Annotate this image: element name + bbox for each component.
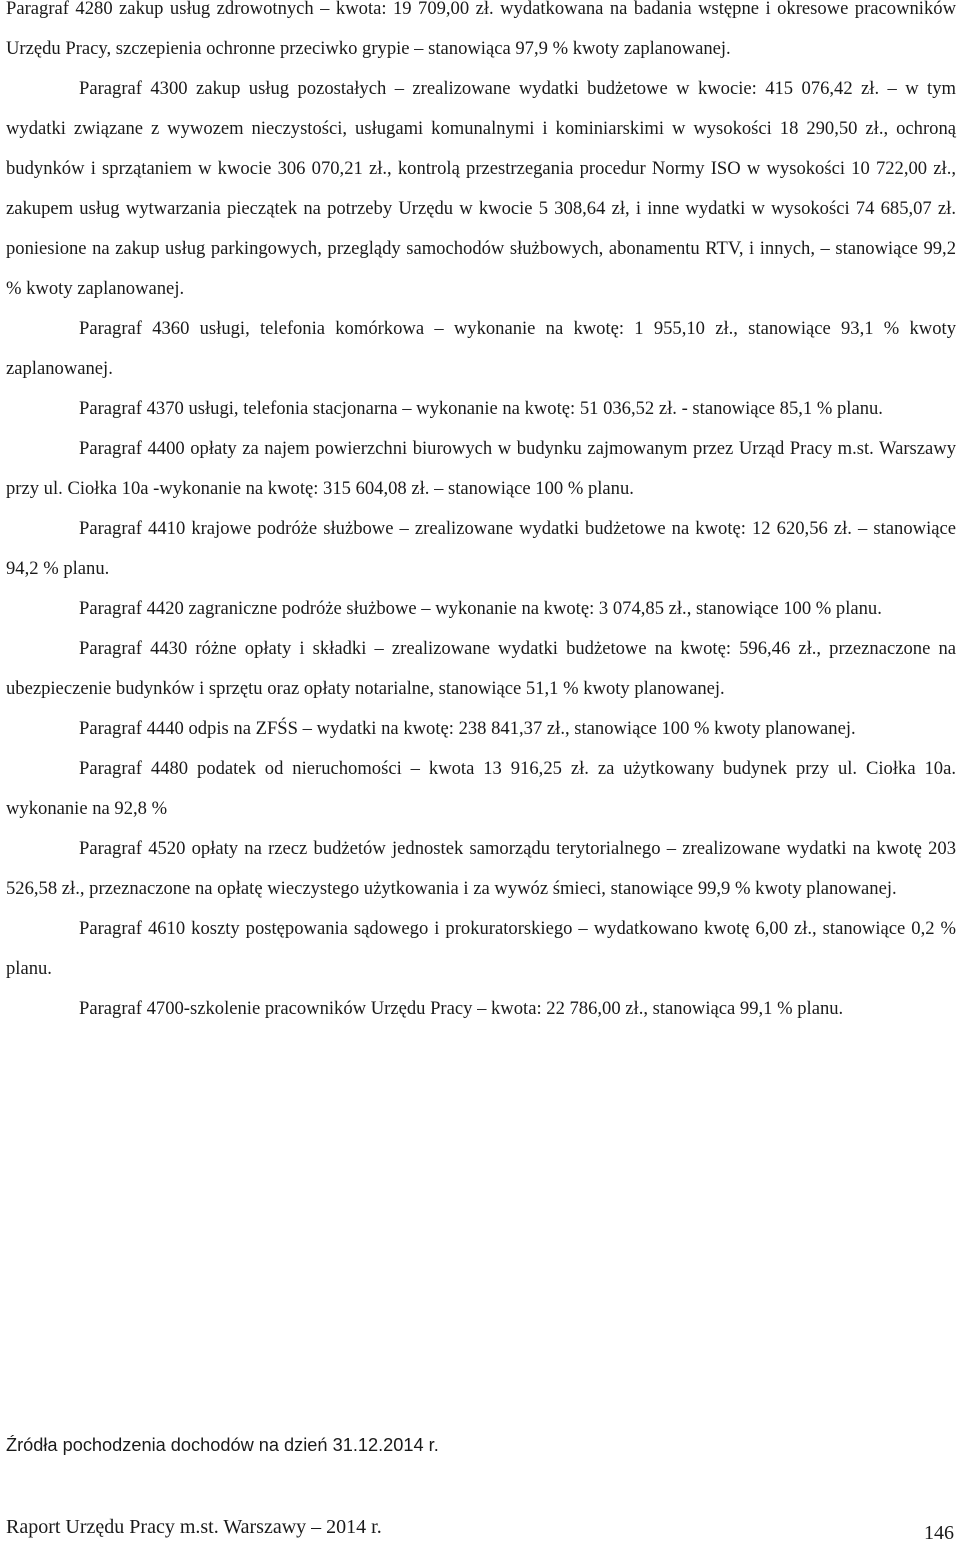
- footer-title: Raport Urzędu Pracy m.st. Warszawy – 2014 r.: [6, 1516, 382, 1538]
- paragraph-4280: Paragraf 4280 zakup usług zdrowotnych – kwota: 19 709,00 zł. wydatkowana na badania wstępne i okresowe pracowników Urzędu Pracy, szczepienia ochronne przeciwko grypie – stanowiąca 97,9 % kwoty zaplanowanej.: [6, 0, 956, 59]
- paragraph-4520: Paragraf 4520 opłaty na rzecz budżetów jednostek samorządu terytorialnego – zrealizowane wydatki na kwotę 203 526,58 zł., przeznaczone na opłatę wieczystego użytkowania i za wywóz śmieci, stanowiące 99,9 % kwoty planowanej.: [6, 838, 956, 899]
- paragraph-4700: Paragraf 4700-szkolenie pracowników Urzędu Pracy – kwota: 22 786,00 zł., stanowiąca 99,1 % planu.: [79, 998, 844, 1019]
- page-number: 146: [924, 1522, 954, 1544]
- paragraph-4400: Paragraf 4400 opłaty za najem powierzchni biurowych w budynku zajmowanym przez Urząd Pracy m.st. Warszawy przy ul. Ciołka 10a -wykonanie na kwotę: 315 604,08 zł. – stanowiące 100 % planu.: [6, 438, 956, 499]
- paragraph-4420: Paragraf 4420 zagraniczne podróże służbowe – wykonanie na kwotę: 3 074,85 zł., stanowiące 100 % planu.: [79, 598, 882, 619]
- paragraph-4440: Paragraf 4440 odpis na ZFŚS – wydatki na kwotę: 238 841,37 zł., stanowiące 100 % kwoty planowanej.: [79, 718, 856, 739]
- paragraph-4370: Paragraf 4370 usługi, telefonia stacjonarna – wykonanie na kwotę: 51 036,52 zł. - stanowiące 85,1 % planu.: [79, 398, 883, 419]
- paragraph-4360: Paragraf 4360 usługi, telefonia komórkowa – wykonanie na kwotę: 1 955,10 zł., stanowiące 93,1 % kwoty zaplanowanej.: [6, 318, 956, 379]
- paragraph-4430: Paragraf 4430 różne opłaty i składki – zrealizowane wydatki budżetowe na kwotę: 596,46 zł., przeznaczone na ubezpieczenie budynków i sprzętu oraz opłaty notarialne, stanowiące 51,1 % kwoty planowanej.: [6, 638, 956, 699]
- section-heading: Źródła pochodzenia dochodów na dzień 31.12.2014 r.: [6, 1435, 439, 1455]
- document-body: [6, 0, 956, 1029]
- paragraph-4300: Paragraf 4300 zakup usług pozostałych – zrealizowane wydatki budżetowe w kwocie: 415 076,42 zł. – w tym wydatki związane z wywozem nieczystości, usługami komunalnymi i kominiarskimi w wysokości 18 290,50 zł., ochroną budynków i sprzątaniem w kwocie 306 070,21 zł., kontrolą przestrzegania procedur Normy ISO w wysokości 10 722,00 zł., zakupem usług wytwarzania pieczątek na potrzeby Urzędu w kwocie 5 308,64 zł, i inne wydatki w wysokości 74 685,07 zł. poniesione na zakup usług parkingowych, przeglądy samochodów służbowych, abonamentu RTV, i innych, – stanowiące 99,2 % kwoty zaplanowanej.: [6, 78, 956, 299]
- paragraph-4410: Paragraf 4410 krajowe podróże służbowe – zrealizowane wydatki budżetowe na kwotę: 12 620,56 zł. – stanowiące 94,2 % planu.: [6, 518, 956, 579]
- paragraph-4480: Paragraf 4480 podatek od nieruchomości – kwota 13 916,25 zł. za użytkowany budynek przy ul. Ciołka 10a. wykonanie na 92,8 %: [6, 758, 956, 819]
- page-footer: [6, 1510, 956, 1544]
- paragraph-4610: Paragraf 4610 koszty postępowania sądowego i prokuratorskiego – wydatkowano kwotę 6,00 zł., stanowiące 0,2 % planu.: [6, 918, 956, 979]
